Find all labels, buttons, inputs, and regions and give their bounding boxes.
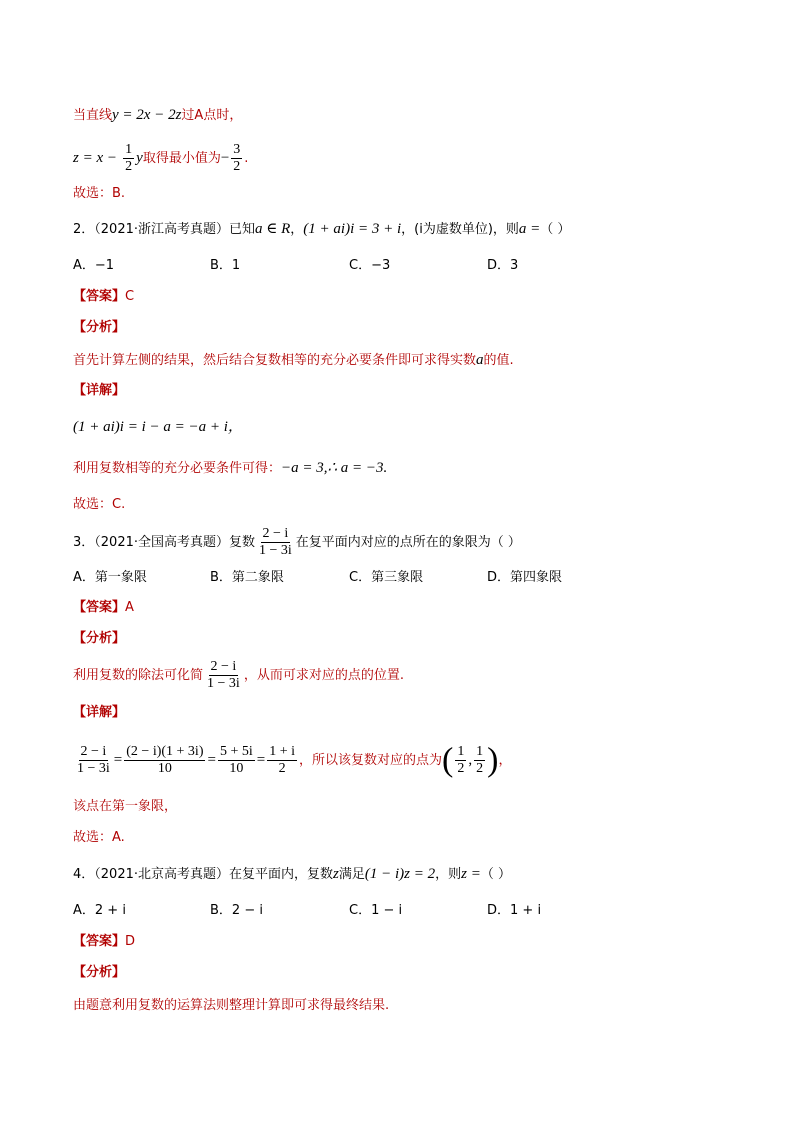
q2-option-d: D．3 <box>487 258 519 273</box>
q2-stem: 2．（2021·浙江高考真题）已知a ∈ R，(1 + ai)i = 3 + i，(i为虚数单位)，则a =（ ） <box>73 221 571 237</box>
fraction: $\frac{5 + 5i}{10}$ <box>219 744 253 776</box>
q4-stem: 4．（2021·北京高考真题）在复平面内，复数z满足(1 − i)z = 2，则z =（ ） <box>73 866 511 882</box>
q4-option-b: B．2 − i <box>210 903 263 918</box>
q3-analysis: 利用复数的除法可化简 $\frac{2 - i}{1 - 3i}$ ，从而可求对应的点的位置. <box>73 659 404 691</box>
q3-option-d: D．第四象限 <box>487 570 563 585</box>
q2-detail-text: 利用复数相等的充分必要条件可得：−a = 3,∴ a = −3. <box>73 460 388 476</box>
fraction: $\frac{1}{2}$ <box>476 744 484 776</box>
fraction: $\frac{2 - i}{1 - 3i}$ <box>77 744 110 776</box>
q3-detail-eq: $\frac{2 - i}{1 - 3i}$ = $\frac{(2 - i)(1 + 3i)}{10}$ = $\frac{5 + 5i}{10}$ = $\frac{1 + i}{2}$ ，所以该复数对应的点为( $\frac{1}{2}$ , $\frac{1}{2}$ )， <box>77 741 512 779</box>
q4-answer: 【答案】D <box>73 934 136 949</box>
q3-conclusion: 故选：A. <box>73 830 125 845</box>
q3-analysis-tag: 【分析】 <box>73 631 126 646</box>
q2-detail-eq: (1 + ai)i = i − a = −a + i， <box>73 419 243 435</box>
q2-analysis-tag: 【分析】 <box>73 320 126 335</box>
q3-detail-tag: 【详解】 <box>73 705 126 720</box>
q2-analysis: 首先计算左侧的结果，然后结合复数相等的充分必要条件即可求得实数a的值. <box>73 352 514 368</box>
fraction: $\frac{1}{2}$ <box>457 744 465 776</box>
q4-option-c: C．1 − i <box>349 903 403 918</box>
q2-detail-tag: 【详解】 <box>73 383 126 398</box>
q2-option-b: B．1 <box>210 258 241 273</box>
fraction: $\frac{1 + i}{2}$ <box>269 744 296 776</box>
q3-option-b: B．第二象限 <box>210 570 284 585</box>
q4-option-a: A．2 + i <box>73 903 126 918</box>
q3-option-a: A．第一象限 <box>73 570 147 585</box>
q4-analysis: 由题意利用复数的运算法则整理计算即可求得最终结果. <box>73 998 390 1013</box>
sol1-answer: 故选：B. <box>73 186 126 201</box>
q2-answer: 【答案】C <box>73 289 135 304</box>
fraction: $\frac{1}{2}$ <box>125 142 133 174</box>
q2-option-a: A．−1 <box>73 258 115 273</box>
right-paren: ) <box>487 741 499 779</box>
q2-conclusion: 故选：C. <box>73 497 126 512</box>
q3-detail-line2: 该点在第一象限， <box>73 799 178 814</box>
sol1-line1: 当直线y = 2x − 2z过A点时， <box>73 107 243 123</box>
q2-option-c: C．−3 <box>349 258 391 273</box>
q3-stem: 3．（2021·全国高考真题）复数 $\frac{2 - i}{1 - 3i}$ 在复平面内对应的点所在的象限为（ ） <box>73 526 521 558</box>
q4-analysis-tag: 【分析】 <box>73 965 126 980</box>
fraction: $\frac{2 - i}{1 - 3i}$ <box>259 526 292 558</box>
fraction: $\frac{2 - i}{1 - 3i}$ <box>207 659 240 691</box>
q3-option-c: C．第三象限 <box>349 570 424 585</box>
left-paren: ( <box>442 741 454 779</box>
sol1-line2: z = x − $\frac{1}{2}$ y取得最小值为− $\frac{3}{2}$ . <box>73 142 249 174</box>
q4-option-d: D．1 + i <box>487 903 542 918</box>
fraction: $\frac{(2 - i)(1 + 3i)}{10}$ <box>126 744 204 776</box>
q3-answer: 【答案】A <box>73 600 134 615</box>
fraction: $\frac{3}{2}$ <box>233 142 241 174</box>
